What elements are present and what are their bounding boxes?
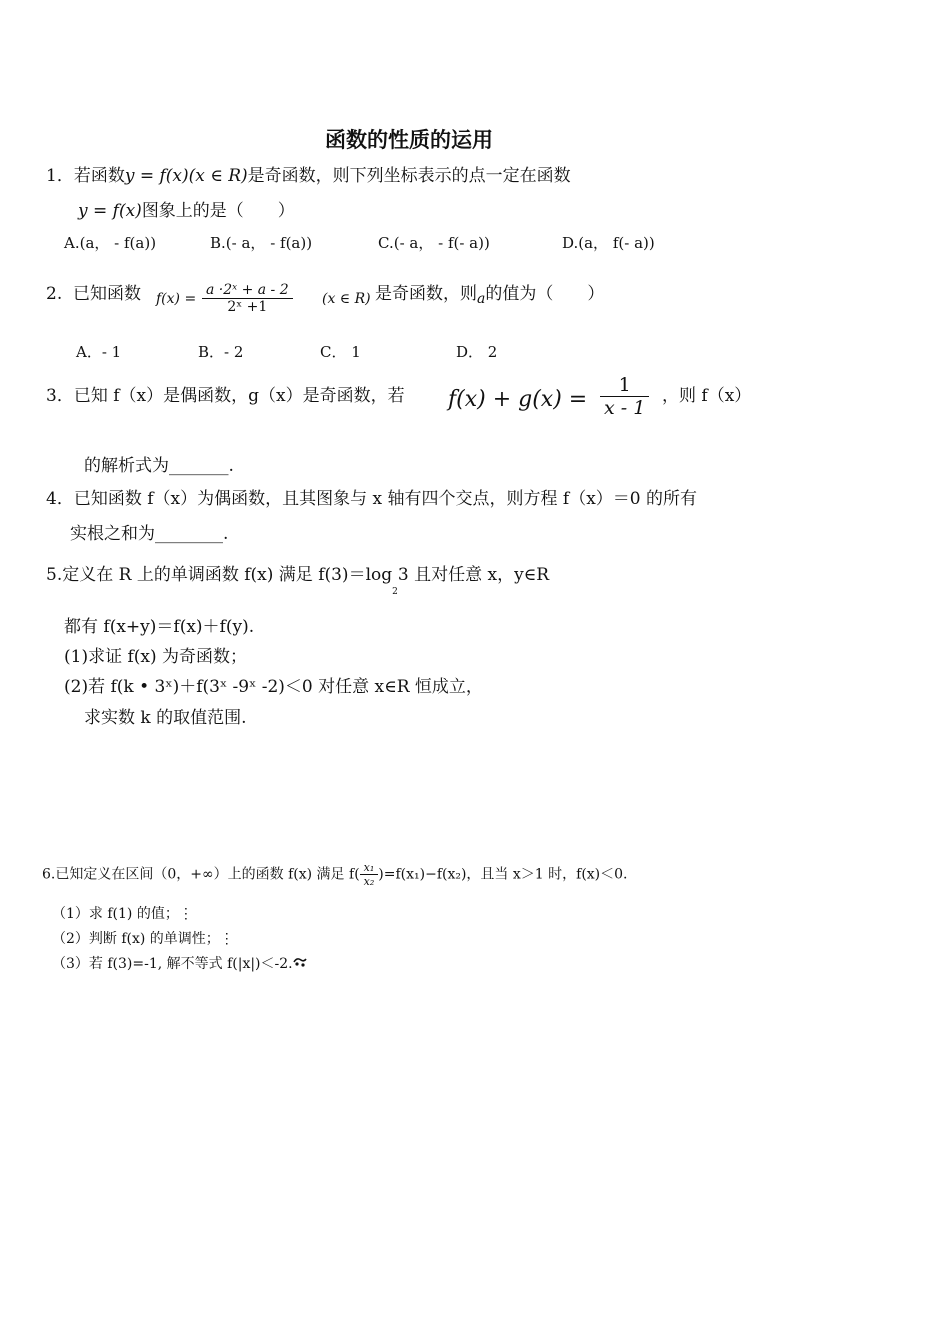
question-number: 2. [46,284,63,304]
q1-option-d: D.(a， f(- a)) [562,234,655,252]
math-variable: a [477,291,486,307]
fraction [600,374,649,419]
question-6-part-3 [52,953,307,973]
q2-option-b: B．- 2 [198,343,244,361]
q2-option-c: C． 1 [320,343,361,361]
fraction-numerator: a ·2ˣ + a - 2 [206,282,289,298]
q2-option-a: A．- 1 [76,343,122,361]
question-text: )=f(x₁)−f(x₂)，且当 x＞1 时，f(x)＜0. [378,866,628,883]
question-1-line-2 [78,196,295,221]
question-6-part-1: （1）求 f(1) 的值；⋮ [52,906,193,922]
question-number: 3． [46,386,74,406]
question-text: 是奇函数，则下列坐标表示的点一定在函数 [247,166,571,186]
math-expression: y = f(x)(x ∈ R) [124,166,248,186]
question-5-part-2: (2)若 f(k • 3ˣ)＋f(3ˣ -9ˣ -2)＜0 对任意 x∈R 恒成立， [64,677,483,697]
question-text: 若函数 [73,166,125,186]
question-number: 6. [42,866,56,883]
page-title: 函数的性质的运用 [325,127,493,152]
question-6-line-1 [42,861,628,888]
q1-option-a: A.(a， - f(a)) [64,234,157,252]
question-4-line-1 [46,484,697,509]
fraction-numerator: 1 [618,374,631,396]
math-expression: f(x) = [156,291,197,307]
question-text: 已知函数 f（x）为偶函数，且其图象与 x 轴有四个交点，则方程 f（x）＝0 的所有 [73,489,698,509]
question-text: 是奇函数，则 [375,284,477,304]
q2-option-d: D． 2 [456,343,498,361]
question-4-line-2: 实根之和为________. [70,524,229,544]
fraction-denominator: x - 1 [600,396,649,419]
math-expression: (x ∈ R) [322,291,371,307]
question-text: 的值为（ ） [485,284,605,304]
question-text: 3 且对任意 x，y∈R [397,565,550,585]
question-5-part-1: (1)求证 f(x) 为奇函数； [64,647,248,667]
question-text: 图象上的是（ ） [141,201,295,221]
question-3-line-2: 的解析式为_______. [84,456,234,476]
question-3-lead [46,381,405,406]
question-5-part-2-cont: 求实数 k 的取值范围. [84,708,247,728]
question-5-line-2: 都有 f(x+y)＝f(x)＋f(y). [64,617,255,637]
fraction-denominator: x₂ [360,874,379,888]
question-1-line-1 [46,161,571,186]
math-expression: f(x) + g(x) = [448,387,588,412]
math-expression: y = f(x) [78,201,142,221]
paragraph-anchor-icon [293,956,307,972]
question-text: 已知函数 [73,284,142,304]
question-6-part-2: （2）判断 f(x) 的单调性；⋮ [52,931,234,947]
log-base: 2 [392,587,398,597]
question-text: ，则 f（x） [662,386,752,406]
question-2-lead [46,279,141,304]
question-number: 1． [46,166,74,186]
question-5-line-1 [46,560,549,597]
question-number: 5. [46,565,63,585]
q1-option-c: C.(- a， - f(- a)) [378,234,490,252]
question-text: 定义在 R 上的单调函数 f(x) 满足 f(3)＝log [62,565,393,585]
question-text: 已知 f（x）是偶函数，g（x）是奇函数，若 [73,386,405,406]
question-text: 已知定义在区间（0，+∞）上的函数 f(x) 满足 f( [55,866,360,883]
fraction-numerator: x₁ [363,861,375,874]
q1-option-b: B.(- a， - f(a)) [210,234,313,252]
fraction [202,282,293,315]
fraction-denominator: 2ˣ +1 [202,298,293,315]
question-text: （3）若 f(3)=-1, 解不等式 f(|x|)＜-2. [52,956,293,972]
question-number: 4． [46,489,74,509]
question-2-rest [375,279,604,307]
